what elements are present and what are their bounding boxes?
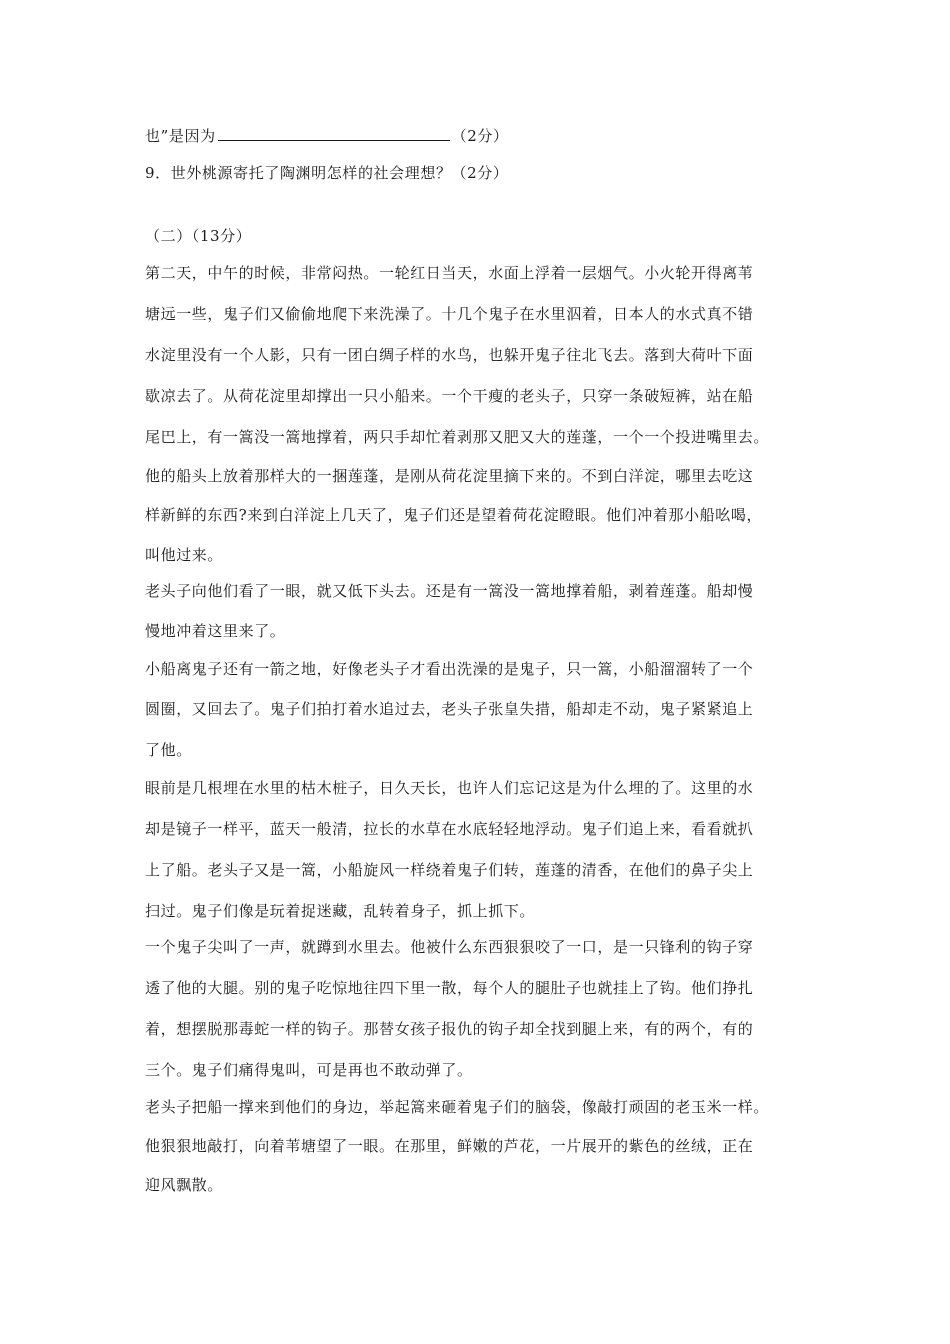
passage-line: 塘远一些，鬼子们又偷偷地爬下来洗澡了。十几个鬼子在水里泅着，日本人的水式真不错 <box>145 305 754 323</box>
passage-line: 圆圈，又回去了。鬼子们拍打着水追过去，老头子张皇失措，船却走不动，鬼子紧紧追上 <box>145 700 754 718</box>
passage-line: 他的船头上放着那样大的一捆莲蓬，是刚从荷花淀里摘下来的。不到白洋淀，哪里去吃这 <box>145 467 754 485</box>
passage-line: 第二天，中午的时候，非常闷热。一轮红日当天，水面上浮着一层烟气。小火轮开得离苇 <box>145 264 754 282</box>
passage-line: 歇凉去了。从荷花淀里却撑出一只小船来。一个干瘦的老头子，只穿一条破短裤，站在船 <box>145 387 754 405</box>
passage-line: 却是镜子一样平，蓝天一般清，拉长的水草在水底轻轻地浮动。鬼子们追上来，看看就扒 <box>145 820 754 838</box>
passage-line: 迎风飘散。 <box>145 1176 224 1194</box>
passage-line: 叫他过来。 <box>145 546 224 564</box>
question-9: 9．世外桃源寄托了陶渊明怎样的社会理想？（2分） <box>145 164 509 182</box>
passage-line: 一个鬼子尖叫了一声，就蹲到水里去。他被什么东西狠狠咬了一口，是一只锋利的钩子穿 <box>145 938 754 956</box>
passage-line: 他狠狠地敲打，向着苇塘望了一眼。在那里，鲜嫩的芦花，一片展开的紫色的丝绒，正在 <box>145 1137 754 1155</box>
passage-line: 样新鲜的东西?来到白洋淀上几天了，鬼子们还是望着荷花淀瞪眼。他们冲着那小船吆喝， <box>145 506 763 524</box>
passage-line: 老头子把船一撑来到他们的身边，举起篙来砸着鬼子们的脑袋，像敲打顽固的老玉米一样。 <box>145 1098 770 1116</box>
passage-line: 老头子向他们看了一眼，就又低下头去。还是有一篙没一篙地撑着船，剥着莲蓬。船却慢 <box>145 582 754 600</box>
passage-line: 透了他的大腿。别的鬼子吃惊地往四下里一散，每个人的腿肚子也就挂上了钩。他们挣扎 <box>145 979 754 997</box>
passage-line: 着，想摆脱那毒蛇一样的钩子。那替女孩子报仇的钩子却全找到腿上来，有的两个，有的 <box>145 1020 754 1038</box>
question-8-tail <box>145 126 509 146</box>
question-8-score: （2分） <box>451 127 509 145</box>
passage-line: 小船离鬼子还有一箭之地，好像老头子才看出洗澡的是鬼子，只一篙，小船溜溜转了一个 <box>145 660 754 678</box>
section-heading: （二）（13分） <box>145 227 252 245</box>
passage-line: 上了船。老头子又是一篙，小船旋风一样绕着鬼子们转，莲蓬的清香，在他们的鼻子尖上 <box>145 861 754 879</box>
passage-line: 眼前是几根埋在水里的枯木桩子，日久天长，也许人们忘记这是为什么埋的了。这里的水 <box>145 779 754 797</box>
question-8-prefix: 也”是因为 <box>145 127 216 145</box>
passage-line: 了他。 <box>145 741 192 759</box>
answer-blank-line <box>218 126 450 141</box>
passage-line: 尾巴上，有一篙没一篙地撑着，两只手却忙着剥那又肥又大的莲蓬，一个一个投进嘴里去。 <box>145 428 770 446</box>
passage-line: 水淀里没有一个人影，只有一团白绸子样的水鸟，也躲开鬼子往北飞去。落到大荷叶下面 <box>145 346 754 364</box>
passage-line: 慢地冲着这里来了。 <box>145 622 286 640</box>
passage-line: 扫过。鬼子们像是玩着捉迷藏，乱转着身子，抓上抓下。 <box>145 902 536 920</box>
passage-line: 三个。鬼子们痛得鬼叫，可是再也不敢动弹了。 <box>145 1061 473 1079</box>
